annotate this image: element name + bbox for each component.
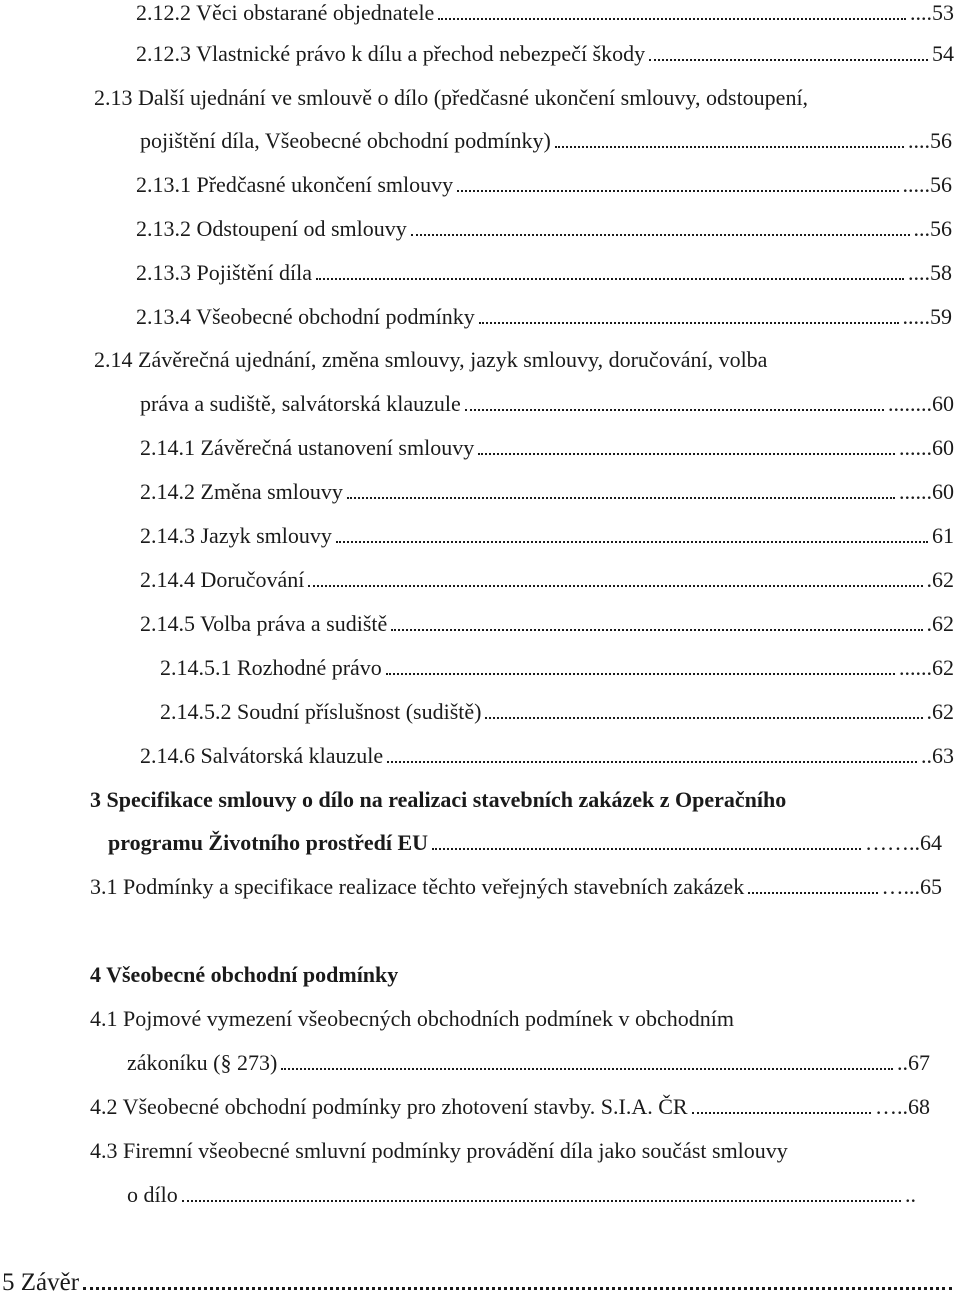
- toc-entry-title: práva a sudiště, salvátorská klauzule: [140, 391, 461, 416]
- toc-entry-dots: ......: [899, 479, 932, 504]
- toc-entry-dots: ....: [908, 260, 930, 285]
- toc-entry-dots: ......: [899, 655, 932, 680]
- toc-entry[interactable]: [90, 1004, 734, 1034]
- toc-entry-dots: ....: [910, 0, 932, 25]
- toc-entry-page: 56: [930, 172, 952, 197]
- dot-leader: [748, 884, 877, 894]
- toc-entry-dots: .....: [902, 304, 930, 329]
- dot-leader: [438, 10, 906, 20]
- toc-entry[interactable]: [140, 433, 954, 463]
- toc-entry-title: programu Životního prostředí EU: [108, 830, 429, 855]
- toc-chapter-heading[interactable]: [90, 785, 786, 815]
- toc-entry-dots: .: [926, 567, 932, 592]
- toc-entry-page: 60: [932, 479, 954, 504]
- toc-entry[interactable]: [94, 345, 767, 375]
- toc-entry[interactable]: [90, 1136, 788, 1166]
- toc-entry-title: 2.13.4 Všeobecné obchodní podmínky: [136, 304, 475, 329]
- toc-entry[interactable]: [140, 565, 954, 595]
- toc-entry-page: 65: [920, 874, 942, 899]
- toc-entry[interactable]: [127, 1048, 930, 1078]
- toc-entry-page: 60: [932, 435, 954, 460]
- toc-entry-dots: .....: [902, 172, 930, 197]
- toc-entry-title: 2.14.5 Volba práva a sudiště: [140, 611, 388, 636]
- toc-entry-title: 4.3 Firemní všeobecné smluvní podmínky provádění díla jako součást smlouvy: [90, 1138, 788, 1163]
- toc-entry[interactable]: [140, 389, 954, 419]
- toc-entry-title: 2.14.4 Doručování: [140, 567, 305, 592]
- toc-entry-title: 4.1 Pojmové vymezení všeobecných obchodních podmínek v obchodním: [90, 1006, 734, 1031]
- toc-entry-dots: ...: [913, 216, 930, 241]
- toc-entry-title: 5 Závěr: [2, 1269, 80, 1296]
- toc-chapter-heading[interactable]: [90, 960, 398, 990]
- toc-entry-title: 4 Všeobecné obchodní podmínky: [90, 962, 399, 987]
- toc-entry-dots: .: [926, 611, 932, 636]
- toc-entry-dots: ..: [897, 1050, 908, 1075]
- toc-entry-title: o dílo: [127, 1182, 178, 1207]
- toc-entry-page: 64: [920, 830, 942, 855]
- toc-entry[interactable]: [127, 1180, 916, 1210]
- dot-leader: [281, 1060, 893, 1070]
- toc-entry-dots: ........: [888, 391, 932, 416]
- toc-entry-title: 2.13.2 Odstoupení od smlouvy: [136, 216, 407, 241]
- toc-entry-page: 59: [930, 304, 952, 329]
- toc-entry-page: 63: [932, 743, 954, 768]
- dot-leader: [479, 314, 899, 324]
- dot-leader: [478, 445, 895, 455]
- toc-entry-title: pojištění díla, Všeobecné obchodní podmínky): [140, 128, 551, 153]
- toc-entry-page: 62: [932, 655, 954, 680]
- dot-leader: [485, 709, 922, 719]
- toc-entry-title: 2.12.2 Věci obstarané objednatele: [136, 0, 435, 25]
- toc-entry[interactable]: [90, 872, 942, 902]
- toc-entry-dots: ......: [899, 435, 932, 460]
- toc-entry-page: 58: [930, 260, 952, 285]
- toc-entry-page: 62: [932, 611, 954, 636]
- toc-entry-title: 2.14 Závěrečná ujednání, změna smlouvy, jazyk smlouvy, doručování, volba: [94, 347, 768, 372]
- toc-entry[interactable]: [136, 39, 954, 69]
- toc-entry[interactable]: [136, 302, 952, 332]
- toc-entry[interactable]: [140, 741, 954, 771]
- toc-entry-dots: …..: [875, 1094, 908, 1119]
- toc-entry-dots: …...: [881, 874, 920, 899]
- toc-entry-title: 2.14.1 Závěrečná ustanovení smlouvy: [140, 435, 475, 460]
- toc-entry[interactable]: [136, 258, 952, 288]
- toc-entry-page: 60: [932, 391, 954, 416]
- dot-leader: [308, 577, 922, 587]
- toc-entry-dots: .: [926, 699, 932, 724]
- dot-leader: [465, 401, 884, 411]
- dot-leader: [83, 1279, 952, 1290]
- dot-leader: [386, 665, 895, 675]
- toc-entry-page: 61: [932, 523, 954, 548]
- toc-entry-title: 4.2 Všeobecné obchodní podmínky pro zhotovení stavby. S.I.A. ČR: [90, 1094, 688, 1119]
- dot-leader: [391, 621, 922, 631]
- dot-leader: [182, 1192, 901, 1202]
- dot-leader: [457, 182, 898, 192]
- toc-entry-page: 68: [908, 1094, 930, 1119]
- toc-entry[interactable]: [140, 126, 952, 156]
- dot-leader: [555, 138, 904, 148]
- toc-entry-page: 67: [908, 1050, 930, 1075]
- toc-entry-title: 2.13.1 Předčasné ukončení smlouvy: [136, 172, 454, 197]
- toc-entry-title: 3 Specifikace smlouvy o dílo na realizaci stavebních zakázek z Operačního: [90, 787, 787, 812]
- toc-entry-title: 2.14.2 Změna smlouvy: [140, 479, 343, 504]
- toc-entry-dots: ……..: [865, 830, 920, 855]
- toc-entry-title: 2.14.5.2 Soudní příslušnost (sudiště): [160, 699, 482, 724]
- dot-leader: [411, 226, 910, 236]
- toc-entry-page: 53: [932, 0, 954, 25]
- toc-entry[interactable]: [140, 521, 954, 551]
- dot-leader: [649, 51, 928, 61]
- toc-entry-page: 62: [932, 567, 954, 592]
- toc-entry-page: 56: [930, 128, 952, 153]
- toc-entry[interactable]: [140, 477, 954, 507]
- toc-entry-page: 62: [932, 699, 954, 724]
- dot-leader: [316, 270, 904, 280]
- toc-chapter-heading[interactable]: [108, 828, 942, 858]
- toc-entry-title: 2.14.3 Jazyk smlouvy: [140, 523, 332, 548]
- toc-entry-page: 54: [932, 41, 954, 66]
- toc-entry[interactable]: [160, 653, 954, 683]
- toc-entry-title: zákoníku (§ 273): [127, 1050, 278, 1075]
- dot-leader: [336, 533, 928, 543]
- toc-entry-dots: ..: [905, 1182, 916, 1207]
- toc-entry[interactable]: [136, 214, 952, 244]
- dot-leader: [387, 753, 917, 763]
- toc-entry-page: 56: [930, 216, 952, 241]
- toc-entry[interactable]: [160, 697, 954, 727]
- toc-entry-title: 2.13 Další ujednání ve smlouvě o dílo (předčasné ukončení smlouvy, odstoupení,: [94, 85, 809, 110]
- toc-entry-dots: ....: [908, 128, 930, 153]
- toc-entry[interactable]: [140, 609, 954, 639]
- dot-leader: [347, 489, 895, 499]
- toc-entry-dots: ..: [921, 743, 932, 768]
- toc-entry-title: 2.13.3 Pojištění díla: [136, 260, 312, 285]
- toc-entry-title: 2.12.3 Vlastnické právo k dílu a přechod nebezpečí škody: [136, 41, 646, 66]
- toc-entry[interactable]: [94, 83, 808, 113]
- toc-entry[interactable]: [136, 0, 954, 28]
- toc-entry-title: 2.14.5.1 Rozhodné právo: [160, 655, 382, 680]
- toc-entry-title: 2.14.6 Salvátorská klauzule: [140, 743, 384, 768]
- toc-entry[interactable]: [2, 1268, 956, 1298]
- dot-leader: [432, 840, 861, 850]
- toc-entry[interactable]: [90, 1092, 930, 1122]
- toc-entry-title: 3.1 Podmínky a specifikace realizace těchto veřejných stavebních zakázek: [90, 874, 745, 899]
- dot-leader: [692, 1104, 871, 1114]
- toc-entry[interactable]: [136, 170, 952, 200]
